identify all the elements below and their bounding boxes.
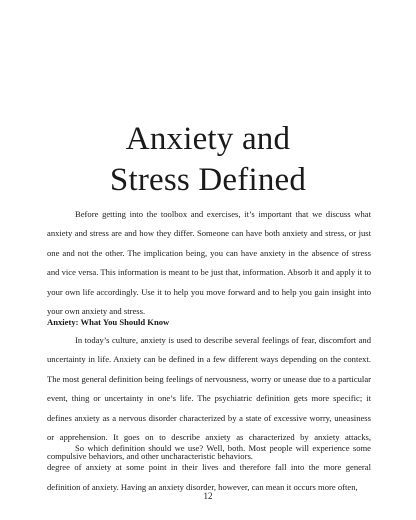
intro-paragraph: Before getting into the toolbox and exercises, it’s important that we discuss what anxiety and stress are and how they differ. Someone can have both anxiety and stress, or just one and not the other. The implication being, you can have anxiety in the absence of stress and vice versa. This information is meant to be just that, information. Absorb it and apply it to your own life accordingly. Use it to help you move forward and to help you gain insight into your own anxiety and stress. [47, 209, 371, 317]
chapter-title-line-1: Anxiety and [125, 121, 291, 157]
section-heading: Anxiety: What You Should Know [47, 317, 170, 327]
which-definition-paragraph: So which definition should we use? Well, both. Most people will experience some degree of anxiety at some point in their lives and therefore fall into the more general definition of anxiety. Having an anxiety disorder, however, can mean it occurs more often, [47, 443, 371, 492]
anxiety-definition-paragraph: In today’s culture, anxiety is used to describe several feelings of fear, discomfort and uncertainty in life. Anxiety can be defined in a few different ways depending on the context. The most general definition being feelings of nervousness, worry or unease due to a particular event, thing or uncertainty in one’s life. The psychiatric definition gets more specific; it defines anxiety as a nervous disorder characterized by a state of excessive worry, uneasiness or apprehension. It goes on to describe anxiety as characterized by anxiety attacks, compulsive behaviors, and other uncharacteristic behaviors. [47, 335, 371, 462]
page-number: 12 [203, 491, 213, 501]
chapter-title-line-2: Stress Defined [109, 162, 307, 198]
